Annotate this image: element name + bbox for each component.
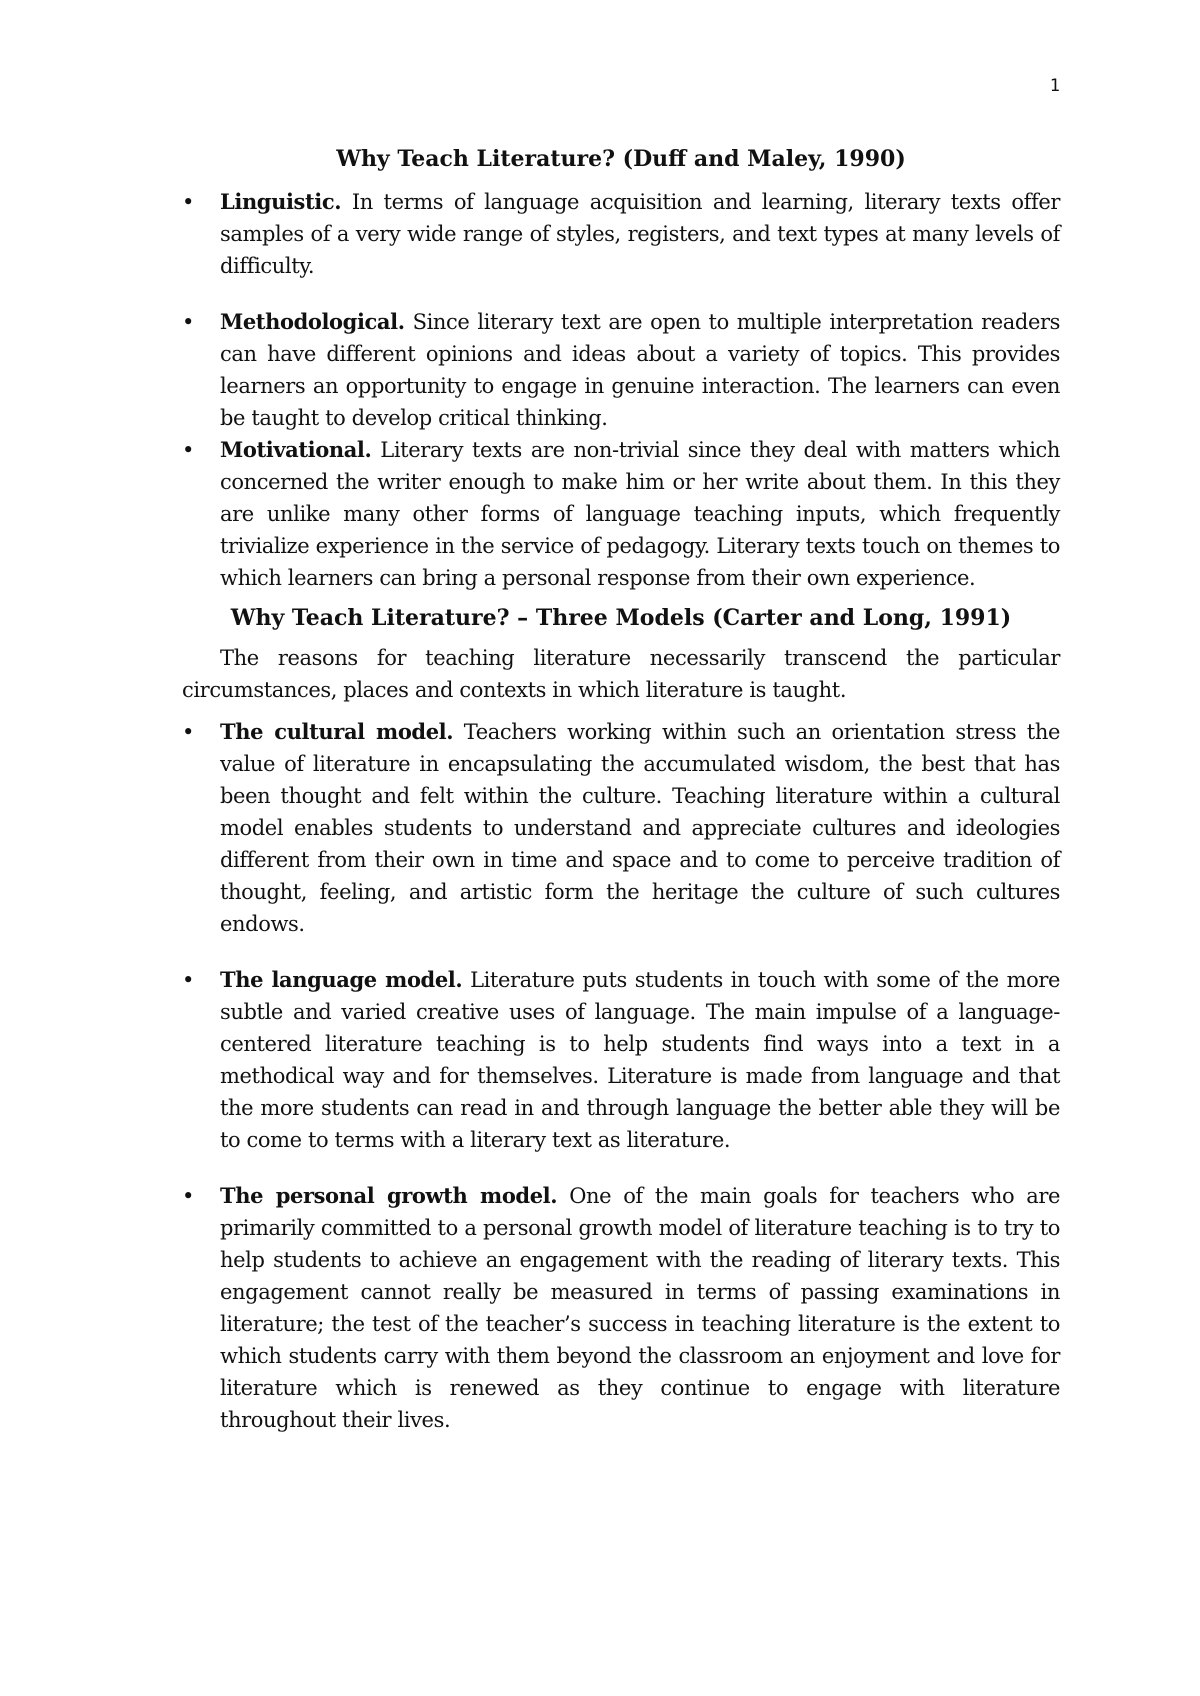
reasons-list [182,186,1060,594]
list-item-methodological [182,306,1060,434]
item-text: In terms of language acquisition and learning, literary texts offer samples of a very wide range of styles, registers, and text types at many levels of difficulty. [220,190,1060,278]
item-lead: The personal growth model. [220,1183,558,1208]
item-text: Teachers working within such an orientation stress the value of literature in encapsulating the accumulated wisdom, the best that has been thought and felt within the culture. Teaching literature within a cultural model enables students to understand and appreciate cultures and ideologies different from their own in time and space and to come to perceive tradition of thought, feeling, and artistic form the heritage the culture of such cultures endows. [220,720,1060,936]
list-item-personal-growth-model [182,1180,1060,1436]
document-body [182,143,1060,1436]
list-item-cultural-model [182,716,1060,940]
item-lead: The cultural model. [220,719,454,744]
section-title-carter-long: Why Teach Literature? – Three Models (Carter and Long, 1991) [230,605,1012,631]
item-text: Since literary text are open to multiple interpretation readers can have different opinions and ideas about a variety of topics. This provides learners an opportunity to engage in genuine interaction. The learners can even be taught to develop critical thinking. [220,310,1060,430]
section-title-duff-maley: Why Teach Literature? (Duff and Maley, 1990) [336,146,906,172]
section-intro: The reasons for teaching literature necessarily transcend the particular circumstances, places and contexts in which literature is taught. [182,646,1060,702]
item-text: One of the main goals for teachers who are primarily committed to a personal growth model of literature teaching is to try to help students to achieve an engagement with the reading of literary texts. This engagement cannot really be measured in terms of passing examinations in literature; the test of the teacher’s success in teaching literature is the extent to which students carry with them beyond the classroom an enjoyment and love for literature which is renewed as they continue to engage with literature throughout their lives. [220,1184,1060,1432]
item-text: Literature puts students in touch with some of the more subtle and varied creative uses of language. The main impulse of a language-centered literature teaching is to help students find ways into a text in a methodical way and for themselves. Literature is made from language and that the more students can read in and through language the better able they will be to come to terms with a literary text as literature. [220,968,1061,1152]
page-number: 1 [1049,76,1060,96]
item-text: Literary texts are non-trivial since they deal with matters which concerned the writer enough to make him or her write about them. In this they are unlike many other forms of language teaching inputs, which frequently trivialize experience in the service of pedagogy. Literary texts touch on themes to which learners can bring a personal response from their own experience. [220,438,1060,590]
list-item-motivational [182,434,1060,594]
item-lead: Methodological. [220,309,405,334]
item-lead: Linguistic. [220,189,342,214]
list-item-language-model [182,964,1060,1156]
item-lead: The language model. [220,967,463,992]
list-item-linguistic [182,186,1060,282]
item-lead: Motivational. [220,437,372,462]
models-list [182,716,1060,1436]
